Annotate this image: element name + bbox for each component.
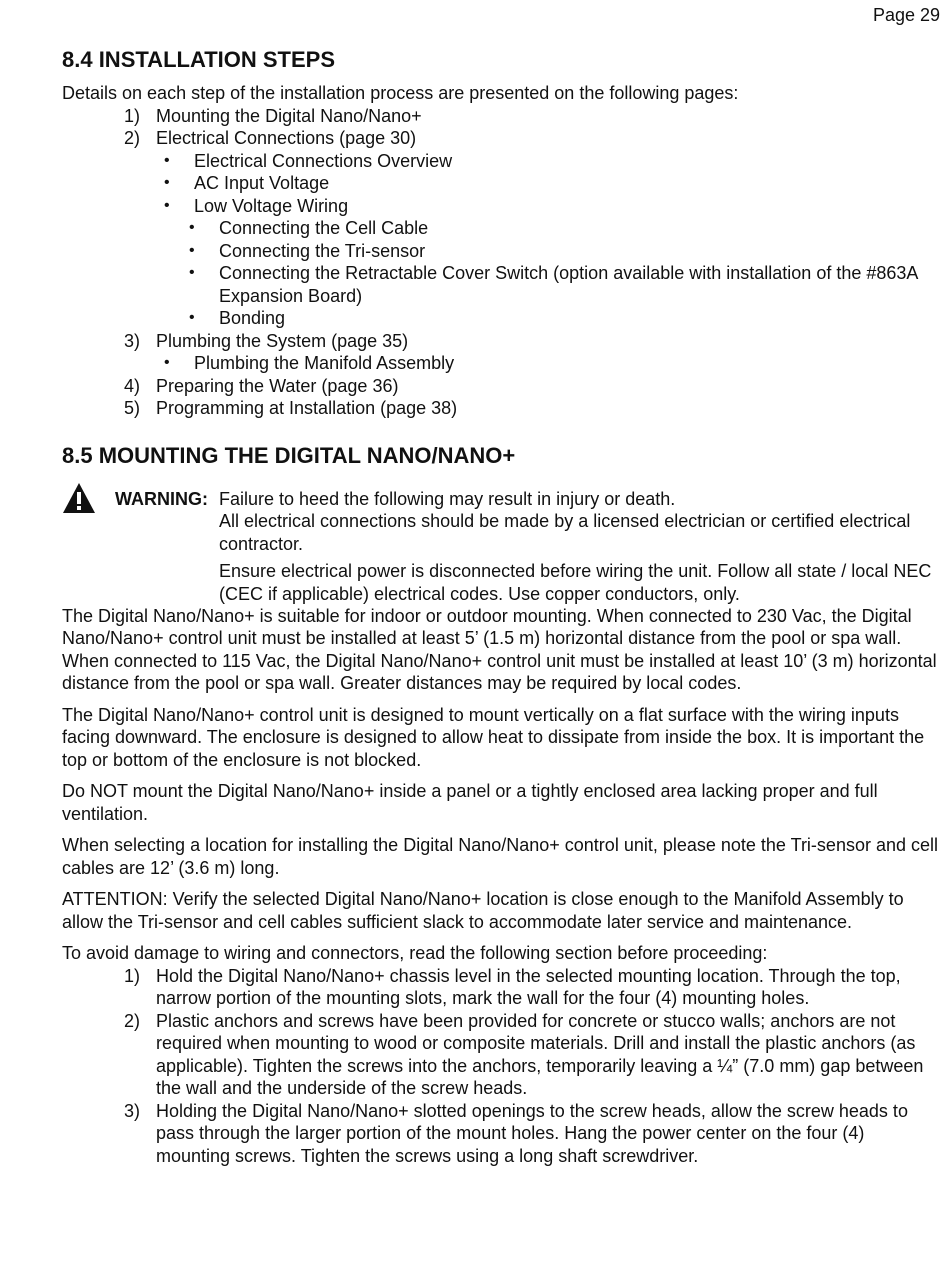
bullet-icon: • xyxy=(189,264,195,281)
item-text: Holding the Digital Nano/Nano+ slotted openings to the screw heads, allow the screw heads to pass through the larger portion of the mount holes. Hang the power center on the four (4) mounting screws. Tighten the screws using a long shaft screwdriver. xyxy=(156,1100,908,1166)
installation-steps-list-cont xyxy=(62,330,940,353)
plumbing-sublist xyxy=(62,352,940,375)
list-item xyxy=(62,352,940,375)
list-item xyxy=(62,375,940,398)
bullet-icon: • xyxy=(164,354,170,371)
section-heading-8-4: 8.4 INSTALLATION STEPS xyxy=(62,47,335,72)
list-item xyxy=(62,965,940,1010)
item-text: Mounting the Digital Nano/Nano+ xyxy=(156,105,422,126)
item-number: 3) xyxy=(124,330,141,351)
item-number: 1) xyxy=(124,965,141,986)
list-item xyxy=(62,172,940,195)
bullet-icon: • xyxy=(189,309,195,326)
electrical-sublist xyxy=(62,150,940,218)
warning-label: WARNING: xyxy=(115,488,208,509)
item-number: 2) xyxy=(124,128,141,148)
page-number: Page 29 xyxy=(872,5,940,25)
list-item xyxy=(62,330,940,353)
item-text: Plastic anchors and screws have been provided for concrete or stucco walls; anchors are not required when mounting to wood or composite materials. Drill and install the plastic anchors (as applicable). Tighten the screws into the anchors, temporarily leaving a ¼” (7.0 mm) gap between the wall and the underside of the screw heads. xyxy=(156,1010,924,1098)
paragraph: ATTENTION: Verify the selected Digital Nano/Nano+ location is close enough to the Manifold Assembly to allow the Tri-sensor and cell cables sufficient slack to accommodate later service and maintenance. xyxy=(62,889,904,932)
item-text: Plumbing the System (page 35) xyxy=(156,330,409,351)
list-item xyxy=(62,1100,940,1168)
mounting-steps-list xyxy=(62,965,940,1168)
list-item xyxy=(62,195,940,218)
section-intro: Details on each step of the installation process are presented on the following pages: xyxy=(62,83,739,103)
paragraph: To avoid damage to wiring and connectors, read the following section before proceeding: xyxy=(62,943,768,963)
list-item xyxy=(62,240,940,263)
list-item xyxy=(62,307,940,330)
item-text: AC Input Voltage xyxy=(194,173,330,193)
installation-steps-list-end xyxy=(62,375,940,420)
item-number: 3) xyxy=(124,1100,141,1121)
low-voltage-sublist xyxy=(62,217,940,330)
item-text: Connecting the Retractable Cover Switch (option available with installation of the #863A Expansion Board) xyxy=(219,263,918,306)
item-text: Electrical Connections (page 30) xyxy=(156,128,417,148)
warning-text xyxy=(219,488,939,611)
item-number: 2) xyxy=(124,1010,141,1031)
item-text: Programming at Installation (page 38) xyxy=(156,398,458,418)
bullet-icon: • xyxy=(164,174,170,191)
paragraph: The Digital Nano/Nano+ is suitable for indoor or outdoor mounting. When connected to 230 Vac, the Digital Nano/Nano+ control unit must be installed at least 5’ (1.5 m) horizontal distance from the pool or spa wall. When connected to 115 Vac, the Digital Nano/Nano+ control unit must be installed at least 10’ (3 m) horizontal distance from the pool or spa wall. Greater distances may be required by local codes. xyxy=(62,605,937,693)
item-number: 1) xyxy=(124,105,141,126)
item-text: Electrical Connections Overview xyxy=(194,150,453,171)
bullet-icon: • xyxy=(164,151,170,169)
installation-steps-list xyxy=(62,105,940,150)
warning-triangle-icon xyxy=(62,482,96,514)
item-text: Connecting the Tri-sensor xyxy=(219,240,426,261)
item-text: Hold the Digital Nano/Nano+ chassis level in the selected mounting location. Through the top, narrow portion of the mounting slots, mark the wall for the four (4) mounting holes. xyxy=(156,965,901,1008)
list-item xyxy=(62,150,940,173)
list-item xyxy=(62,262,940,307)
bullet-icon: • xyxy=(189,219,195,236)
bullet-icon: • xyxy=(189,241,195,259)
list-item xyxy=(62,105,940,128)
item-text: Low Voltage Wiring xyxy=(194,195,349,216)
item-number: 4) xyxy=(124,375,141,396)
warning-line: Failure to heed the following may result in injury or death. xyxy=(219,488,676,509)
list-item xyxy=(62,1010,940,1100)
list-item xyxy=(62,397,940,420)
paragraph: The Digital Nano/Nano+ control unit is designed to mount vertically on a flat surface with the wiring inputs facing downward. The enclosure is designed to allow heat to dissipate from inside the box. It is important the top or bottom of the enclosure is not blocked. xyxy=(62,704,925,770)
item-text: Preparing the Water (page 36) xyxy=(156,375,399,396)
item-text: Bonding xyxy=(219,308,286,328)
section-heading-8-5: 8.5 MOUNTING THE DIGITAL NANO/NANO+ xyxy=(62,442,516,468)
paragraph: When selecting a location for installing the Digital Nano/Nano+ control unit, please note the Tri-sensor and cell cables are 12’ (3.6 m) long. xyxy=(62,835,938,878)
item-text: Connecting the Cell Cable xyxy=(219,218,429,238)
document-body xyxy=(62,46,940,1167)
warning-line: Ensure electrical power is disconnected before wiring the unit. Follow all state / local NEC (CEC if applicable) electrical codes. Use copper conductors, only. xyxy=(219,561,932,604)
item-text: Plumbing the Manifold Assembly xyxy=(194,353,455,373)
warning-block xyxy=(62,488,940,604)
list-item xyxy=(62,217,940,240)
item-number: 5) xyxy=(124,398,141,418)
warning-line: All electrical connections should be made by a licensed electrician or certified electrical contractor. xyxy=(219,511,911,554)
list-item xyxy=(62,127,940,150)
paragraph: Do NOT mount the Digital Nano/Nano+ inside a panel or a tightly enclosed area lacking proper and full ventilation. xyxy=(62,781,878,824)
bullet-icon: • xyxy=(164,196,170,214)
